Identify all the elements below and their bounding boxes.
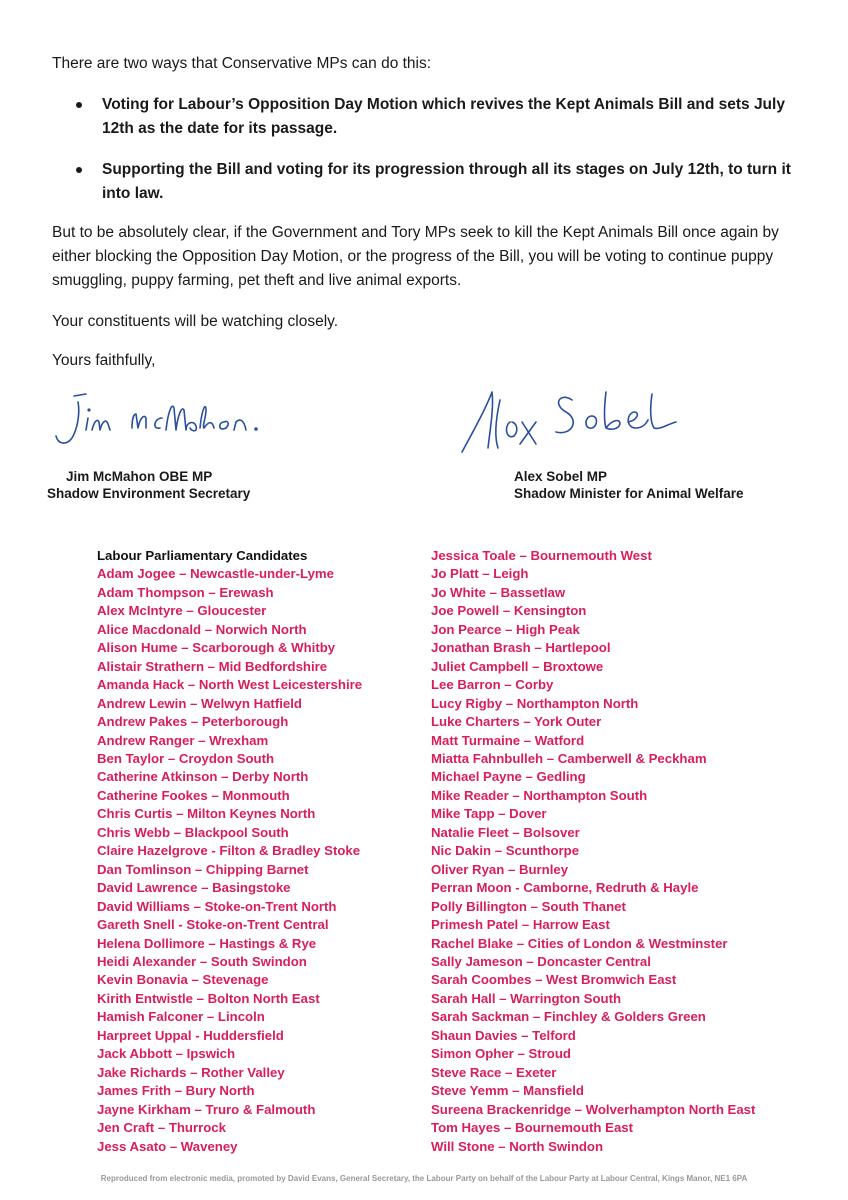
candidate-list-item: Catherine Fookes – Monmouth <box>97 787 290 803</box>
candidate-list-item: Ben Taylor – Croydon South <box>97 750 275 766</box>
candidate-list-item: Jonathan Brash – Hartlepool <box>431 640 611 656</box>
bullet-dot-icon <box>76 167 82 173</box>
candidate-list-item: Juliet Campbell – Broxtowe <box>431 658 604 674</box>
candidate-list-item: Catherine Atkinson – Derby North <box>97 769 309 785</box>
candidate-list-item: Polly Billington – South Thanet <box>431 898 626 914</box>
candidate-list-item: Lee Barron – Corby <box>431 677 554 693</box>
candidate-list-item: Jessica Toale – Bournemouth West <box>431 548 652 563</box>
footer-imprint: Reproduced from electronic media, promoted by David Evans, General Secretary, the Labour Party on behalf of the Labour Party at Labour Central, Kings Manor, NE1 6PA <box>100 1174 748 1183</box>
candidate-list-item: Matt Turmaine – Watford <box>431 732 585 748</box>
intro-text: There are two ways that Conservative MPs can do this: <box>52 55 432 72</box>
bullet-item <box>76 158 792 206</box>
candidate-list-item: Andrew Pakes – Peterborough <box>97 714 289 730</box>
candidate-list-item: Harpreet Uppal - Huddersfield <box>97 1027 284 1043</box>
bullet-text: Voting for Labour’s Opposition Day Motion which revives the Kept Animals Bill and sets July 12th as the date for its passage. <box>102 96 785 137</box>
candidate-list-item: Steve Race – Exeter <box>431 1064 557 1080</box>
candidate-list-item: Lucy Rigby – Northampton North <box>431 695 639 711</box>
bullet-text: Supporting the Bill and voting for its progression through all its stages on July 12th, to turn it into law. <box>102 161 791 202</box>
candidate-list-item: Oliver Ryan – Burnley <box>431 861 569 877</box>
signature-alex-sobel-icon <box>456 378 704 460</box>
candidate-list-item: Will Stone – North Swindon <box>431 1138 604 1154</box>
candidate-list-item: David Williams – Stoke-on-Trent North <box>97 898 337 914</box>
candidate-list-item: Amanda Hack – North West Leicestershire <box>97 677 363 693</box>
signature-jim-mcmahon-icon <box>50 388 280 458</box>
warning-text: But to be absolutely clear, if the Government and Tory MPs seek to kill the Kept Animals Bill once again by either blocking the Opposition Day Motion, or the progress of the Bill, you will be voting to continue puppy smuggling, puppy farming, pet theft and live animal exports. <box>52 224 779 289</box>
candidate-list-item: Chris Curtis – Milton Keynes North <box>97 806 316 822</box>
candidate-list-item: David Lawrence – Basingstoke <box>97 880 291 896</box>
candidate-list-item: Sarah Coombes – West Bromwich East <box>431 972 677 988</box>
candidate-list-item: Mike Tapp – Dover <box>431 806 547 822</box>
candidate-list-item: Rachel Blake – Cities of London & Westminster <box>431 935 728 951</box>
signatory-block <box>66 468 212 486</box>
signatory-role: Shadow Minister for Animal Welfare <box>514 486 744 501</box>
candidate-list-item: Dan Tomlinson – Chipping Barnet <box>97 861 309 877</box>
candidates-left-column <box>97 547 362 1156</box>
signatory-role: Shadow Environment Secretary <box>47 486 251 501</box>
candidate-list-item: Jo White – Bassetlaw <box>431 584 566 600</box>
candidate-list-item: Andrew Lewin – Welwyn Hatfield <box>97 695 302 711</box>
candidate-list-item: Claire Hazelgrove - Filton & Bradley Stoke <box>97 843 361 859</box>
candidate-list-item: Primesh Patel – Harrow East <box>431 917 610 933</box>
candidate-list-item: Helena Dollimore – Hastings & Rye <box>97 935 317 951</box>
candidate-list-item: Adam Thompson – Erewash <box>97 584 274 600</box>
signatory-name: Jim McMahon OBE MP <box>66 469 213 484</box>
candidate-list-item: Kevin Bonavia – Stevenage <box>97 972 269 988</box>
candidate-list-item: Shaun Davies – Telford <box>431 1027 576 1043</box>
candidate-list-item: Sally Jameson – Doncaster Central <box>431 953 651 969</box>
bullet-item <box>76 93 792 141</box>
candidate-list-item: Miatta Fahnbulleh – Camberwell & Peckham <box>431 750 707 766</box>
candidate-list-item: Luke Charters – York Outer <box>431 714 602 730</box>
candidates-left-list <box>97 565 362 1156</box>
candidate-list-item: Simon Opher – Stroud <box>431 1046 571 1062</box>
watching-text: Your constituents will be watching closely. <box>52 313 339 330</box>
candidate-list-item: Perran Moon - Camborne, Redruth & Hayle <box>431 880 699 896</box>
candidate-list-item: Steve Yemm – Mansfield <box>431 1083 584 1099</box>
signatory-name: Alex Sobel MP <box>514 469 608 484</box>
candidate-list-item: Kirith Entwistle – Bolton North East <box>97 990 320 1006</box>
candidate-list-item: Joe Powell – Kensington <box>431 603 587 619</box>
candidates-right-column <box>431 547 755 1156</box>
candidate-list-item: Alex McIntyre – Gloucester <box>97 603 267 619</box>
candidate-list-item: Mike Reader – Northampton South <box>431 787 648 803</box>
candidate-list-item: Jo Platt – Leigh <box>431 566 529 582</box>
signatory-block <box>47 485 250 503</box>
candidates-heading: Labour Parliamentary Candidates <box>97 548 308 563</box>
bullet-dot-icon <box>76 102 82 108</box>
candidate-list-item: Adam Jogee – Newcastle-under-Lyme <box>97 566 334 582</box>
candidate-list-item: Heidi Alexander – South Swindon <box>97 953 307 969</box>
candidate-list-item: Sureena Brackenridge – Wolverhampton North East <box>431 1101 756 1117</box>
closing-text: Yours faithfully, <box>52 352 156 369</box>
candidate-list-item: Michael Payne – Gedling <box>431 769 586 785</box>
candidate-list-item: James Frith – Bury North <box>97 1083 255 1099</box>
candidate-list-item: Sarah Sackman – Finchley & Golders Green <box>431 1009 706 1025</box>
candidate-list-item: Jess Asato – Waveney <box>97 1138 238 1154</box>
candidates-right-list <box>431 547 755 1156</box>
candidate-list-item: Natalie Fleet – Bolsover <box>431 824 580 840</box>
candidate-list-item: Jon Pearce – High Peak <box>431 621 580 637</box>
candidate-list-item: Alice Macdonald – Norwich North <box>97 621 307 637</box>
candidate-list-item: Hamish Falconer – Lincoln <box>97 1009 265 1025</box>
signatory-block <box>514 485 744 503</box>
candidate-list-item: Tom Hayes – Bournemouth East <box>431 1120 634 1136</box>
candidate-list-item: Jake Richards – Rother Valley <box>97 1064 285 1080</box>
candidate-list-item: Jen Craft – Thurrock <box>97 1120 226 1136</box>
candidate-list-item: Andrew Ranger – Wrexham <box>97 732 269 748</box>
candidate-list-item: Chris Webb – Blackpool South <box>97 824 289 840</box>
candidate-list-item: Jack Abbott – Ipswich <box>97 1046 236 1062</box>
candidate-list-item: Jayne Kirkham – Truro & Falmouth <box>97 1101 316 1117</box>
candidate-list-item: Alison Hume – Scarborough & Whitby <box>97 640 336 656</box>
candidate-list-item: Nic Dakin – Scunthorpe <box>431 843 580 859</box>
signatory-block <box>514 468 607 486</box>
candidate-list-item: Sarah Hall – Warrington South <box>431 990 622 1006</box>
candidate-list-item: Alistair Strathern – Mid Bedfordshire <box>97 658 328 674</box>
candidate-list-item: Gareth Snell - Stoke-on-Trent Central <box>97 917 329 933</box>
